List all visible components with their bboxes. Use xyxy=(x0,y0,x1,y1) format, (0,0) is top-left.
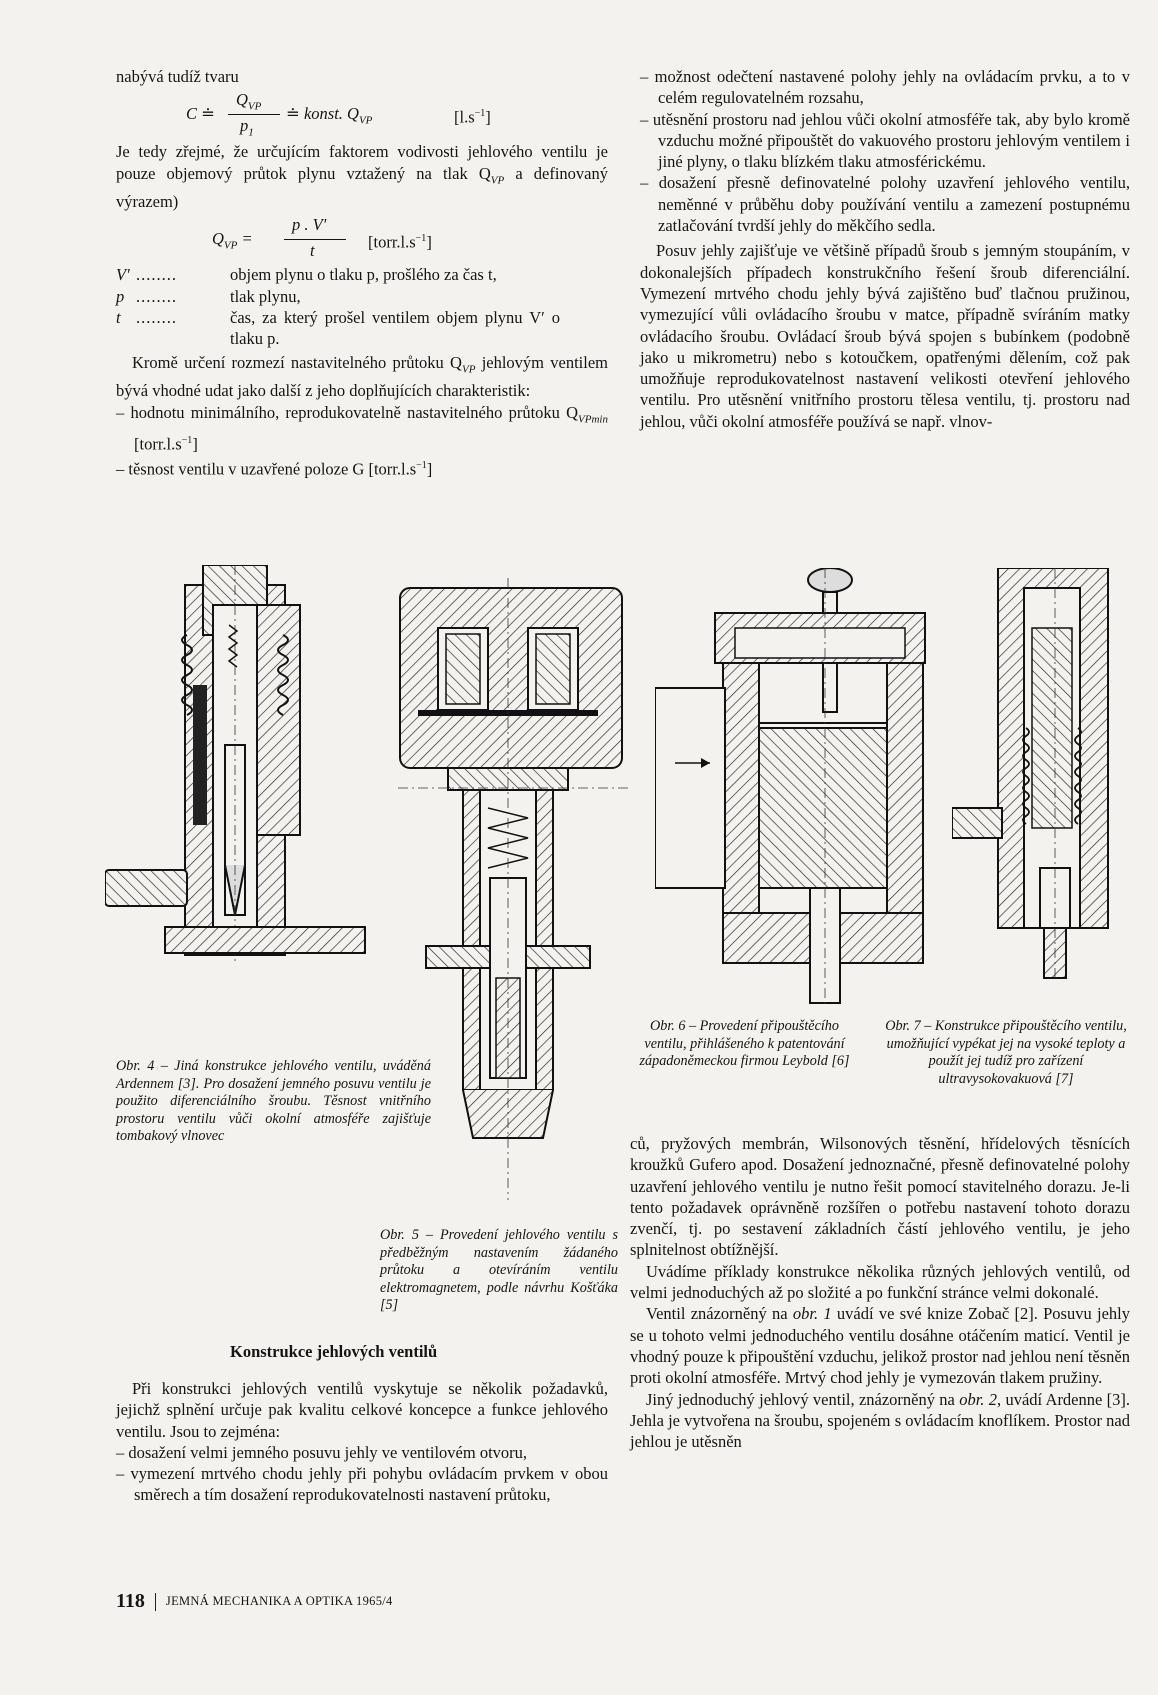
formula2-lhs: $Q_{VP}$ = xyxy=(212,229,253,252)
figure-7-caption: Obr. 7 – Konstrukce připouštěcího ventilu, umožňující vypékat jej na vysoké teploty a použít jej tudíž pro zařízení ultravysokovakuová [7] xyxy=(885,1018,1127,1087)
definition-term: V′ xyxy=(116,265,130,285)
intro-text: nabývá tudíž tvaru xyxy=(116,67,239,86)
paragraph-needle-travel: Posuv jehly zajišťuje ve většině případů šroub s jemným stoupáním, v dokonalejších případech konstrukčního řešení šroub diferenciální. Vymezení mrtvého chodu jehly bývá zajištěno buď tlačnou pružinou, vymezující vůli ovládacího šroubu v matce, případně svíráním matky ovládacího šroubu. Ovládací šroub bývá spojen s bubínkem (podobně jako u mikrometru) nebo s kotoučkem, opatřenými dělením, což pak umožňuje reprodukovatelnost nastavení velikosti otevření jehlového ventilu. Pro utěsnění vnitřního prostoru tělesa ventilu, tj. prostoru nad jehlou, vůči okolní atmosféře používá se např. vlnov- xyxy=(640,241,1130,431)
paragraph-fig1: Ventil znázorněný na obr. 1 uvádí ve své knize Zobač [2]. Posuvu jehly se u tohoto velmi jednoduchého ventilu dosáhne otáčením maticí. Ventil je vhodný pouze k připouštění vzduchu, jelikož prostor nad jehlou není těsněn proti okolní atmosféře. Mrtvý chod jehly je vymezován tlakem pružiny. xyxy=(630,1304,1131,1388)
paragraph-conductance: Je tedy zřejmé, že určujícím faktorem vodivosti jehlového ventilu je pouze objemový průtok plynu vztažený na tlak $Q_{VP}$ a definovaný výrazem) xyxy=(116,142,608,212)
paragraph-characteristics: Kromě určení rozmezí nastavitelného průtoku $Q_{VP}$ jehlovým ventilem bývá vhodné udat jako další z jeho doplňujících charakteristik: xyxy=(116,352,608,401)
right-column xyxy=(640,66,1130,432)
definition-term: p xyxy=(116,286,125,306)
formula1-denominator: $p_1$ xyxy=(240,116,254,139)
section-heading: Konstrukce jehlových ventilů xyxy=(230,1342,438,1361)
definition-text: čas, za který prošel ventilem objem plynu V′ o tlaku p. xyxy=(230,308,560,349)
paragraph-fig2: Jiný jednoduchý jehlový ventil, znázorněný na obr. 2, uvádí Ardenne [3]. Jehla je vytvořena na šroubu, spojeném s ovládacím knoflíkem. Prostor nad jehlou je utěsněn xyxy=(630,1389,1131,1452)
formula-conductance xyxy=(116,87,608,141)
journal-name: JEMNÁ MECHANIKA A OPTIKA 1965/4 xyxy=(165,1594,393,1608)
paragraph-requirements: Při konstrukci jehlových ventilů vyskytuje se několik požadavků, jejichž splnění určuje pak kvalitu celkové koncepce a funkce jehlového ventilu. Jsou to zejména: xyxy=(116,1379,608,1441)
right-lower-column xyxy=(630,1133,1130,1452)
paragraph-examples: Uvádíme příklady konstrukce několika různých jehlových ventilů, od velmi jednoduchých až po složité a po funkční stránce velmi dokonalé. xyxy=(630,1261,1130,1303)
bullet-dead-travel: – vymezení mrtvého chodu jehly při pohybu ovládacím prvkem v obou směrech a tím dosažení reprodukovatelnosti nastavení průtoku, xyxy=(116,1464,608,1505)
bullet-sealing: – utěsnění prostoru nad jehlou vůči okolní atmosféře tak, aby bylo kromě vzduchu možné připouštět do vakuového prostoru jehlovým ventilem i jiné plyny, o tlaku blízkém tlaku atmosférickému. xyxy=(640,109,1130,172)
formula1-mid: ≐ konst. $Q_{VP}$ xyxy=(286,104,373,127)
formula-flow xyxy=(116,212,608,264)
formula2-unit: $[torr.l.s^{-1}]$ xyxy=(368,232,432,252)
bullet-tightness: – těsnost ventilu v uzavřené poloze G $[torr.l.s^{-1}]$ xyxy=(116,459,433,479)
figure-5-caption: Obr. 5 – Provedení jehlového ventilu s předběžným nastavením žádaného průtoku a otevíráním ventilu elektromagnetem, podle návrhu Košťáka [5] xyxy=(380,1227,618,1313)
page-footer xyxy=(116,1590,393,1613)
definition-dots: ........ xyxy=(136,308,177,328)
definition-term: t xyxy=(116,308,121,328)
definition-row xyxy=(116,307,608,350)
paragraph-continuation: ců, pryžových membrán, Wilsonových těsnění, hřídelových těsnících kroužků Gufero apod. Dosažení jednoznačné, přesně definovatelné polohy uzavření jehlového ventilu je nutno řešit pomocí stavitelného dorazu. Je-li tento požadavek oprávněně rozšířen o potřebu nastavení tohoto dorazu zvenčí, tj. po sestavení základních částí jehlového ventilu, je jeho splnitelnost obtížnější. xyxy=(630,1134,1130,1260)
left-column xyxy=(116,66,608,480)
footer-divider xyxy=(155,1593,156,1611)
figure-4-caption: Obr. 4 – Jiná konstrukce jehlového ventilu, uváděná Ardennem [3]. Pro dosažení jemného posuvu ventilu je použito diferenciálního šroubu. Těsnost vnitřního prostoru ventilu vůči okolní atmosféře zajišťuje tombakový vlnovec xyxy=(116,1058,431,1144)
definition-row xyxy=(116,286,608,307)
left-lower-column xyxy=(116,1378,608,1506)
formula2-fraction-line xyxy=(284,239,346,240)
bullet-min-flow: – hodnotu minimálního, reprodukovatelně nastavitelného průtoku $Q_{VPmin}$ $[torr.l.s^{-1}]$ xyxy=(116,402,608,454)
page-number: 118 xyxy=(116,1590,145,1612)
formula1-fraction-line xyxy=(228,114,280,115)
figure-6-caption: Obr. 6 – Provedení připouštěcího ventilu, přihlášeného k patentování západoněmeckou firmou Leybold [6] xyxy=(639,1018,850,1069)
figure-7-drawing xyxy=(952,568,1132,980)
bullet-position-readout: – možnost odečtení nastavené polohy jehly na ovládacím prvku, a to v celém regulovatelném rozsahu, xyxy=(640,67,1130,108)
variable-definitions xyxy=(116,264,608,349)
formula1-unit: $[l.s^{-1}]$ xyxy=(454,107,491,127)
definition-dots: ........ xyxy=(136,265,177,285)
bullet-closing-position: – dosažení přesně definovatelné polohy uzavření jehlového ventilu, neměnné v průběhu doby používání ventilu a zamezení postupnému zatlačování tvrdší jehly do měkčího sedla. xyxy=(640,173,1130,236)
figure-4-drawing xyxy=(105,565,385,1043)
figure-6-drawing xyxy=(655,568,933,1008)
definition-text: tlak plynu, xyxy=(230,286,301,306)
formula1-lhs: C ≐ xyxy=(186,104,215,124)
bullet-fine-travel: – dosažení velmi jemného posuvu jehly ve ventilovém otvoru, xyxy=(116,1442,528,1462)
definition-dots: ........ xyxy=(136,286,177,306)
definition-text: objem plynu o tlaku p, prošlého za čas t, xyxy=(230,265,497,285)
formula1-numerator: $Q_{VP}$ xyxy=(236,90,262,113)
figure-5-drawing xyxy=(398,578,630,1200)
formula2-numerator: p . V′ xyxy=(292,215,327,235)
definition-row xyxy=(116,264,608,285)
formula2-denominator: t xyxy=(310,241,315,261)
